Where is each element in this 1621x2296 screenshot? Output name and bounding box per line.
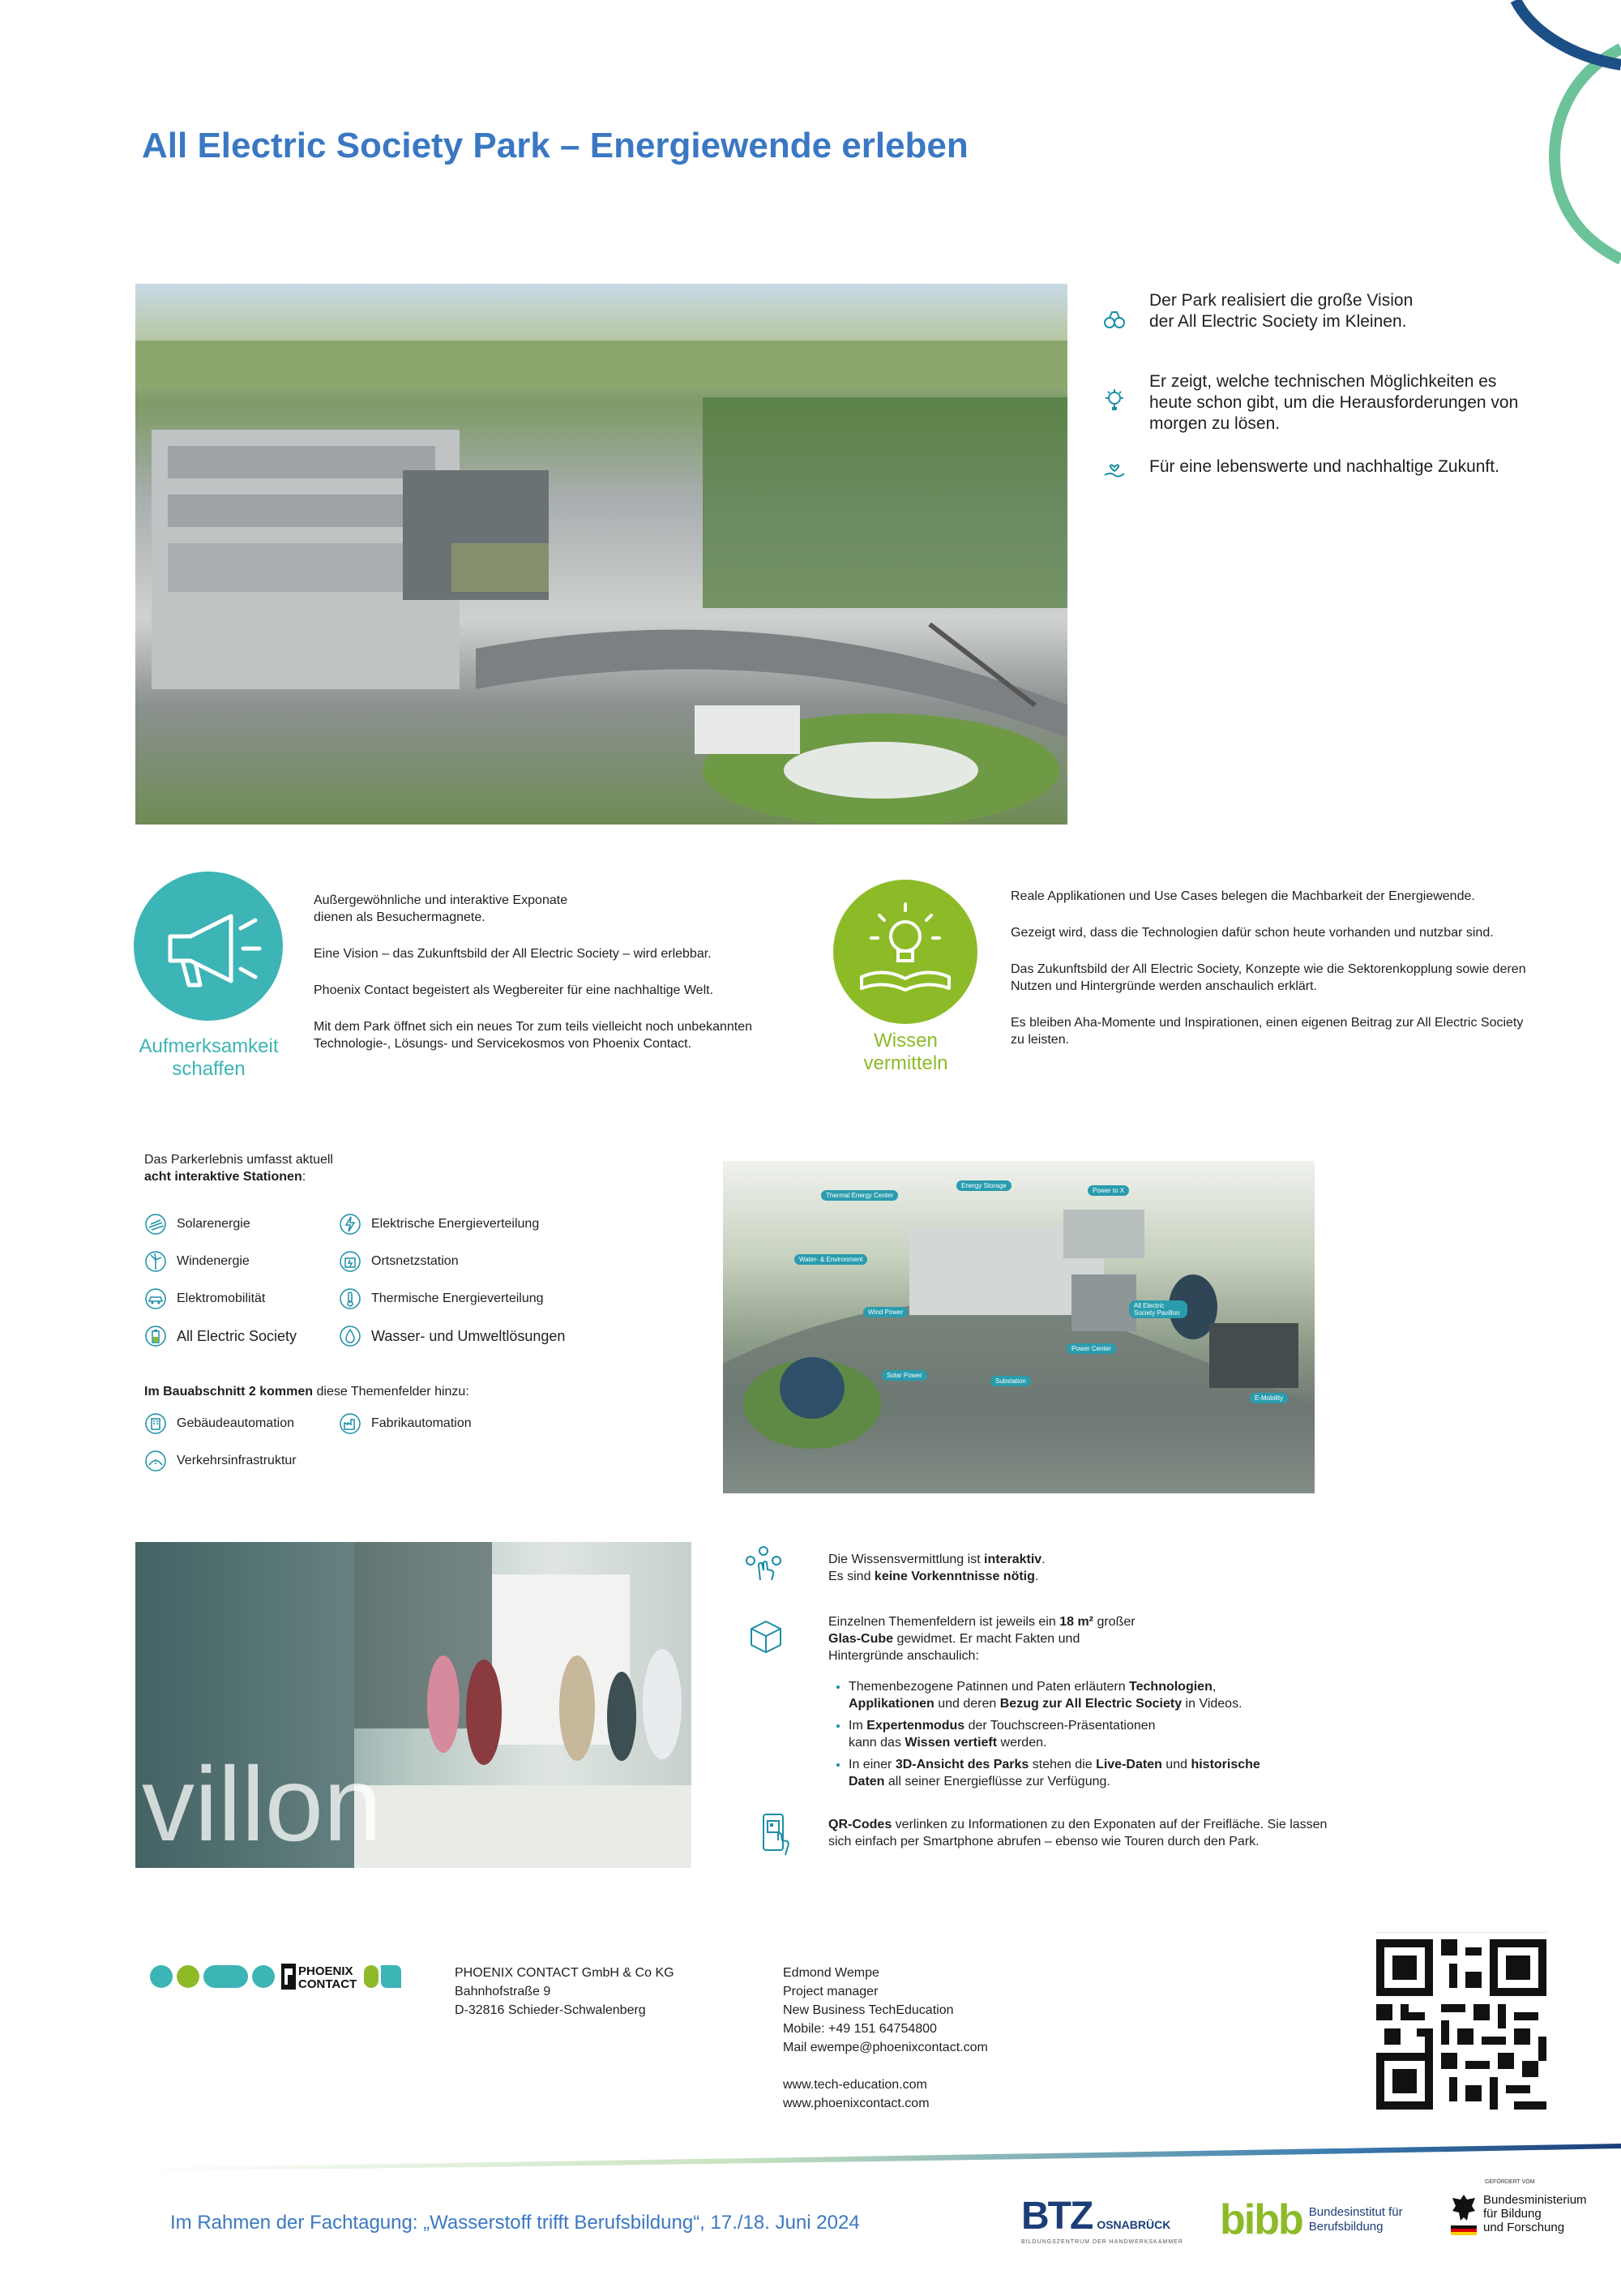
bibb-logo-line: Bundesinstitut für [1308,2205,1403,2219]
phase2-bold: Im Bauabschnitt 2 kommen [144,1385,314,1399]
station-traffic [144,1450,297,1472]
wind-turbine-icon [144,1250,167,1273]
phase2-heading [144,1383,469,1400]
map-label: Solar Power [882,1370,927,1381]
knowledge-label: Wissen vermitteln [863,1030,948,1074]
attention-paragraph: Phoenix Contact begeistert als Wegbereiter für eine nachhaltige Welt. [314,983,714,997]
map-label: Power to X [1088,1185,1129,1196]
attention-text [314,892,816,1072]
stations-intro [144,1151,550,1185]
station-wind [144,1250,250,1273]
contact-line: Mobile: +49 151 64754800 [783,2022,937,2036]
car-icon [144,1287,167,1310]
station-label: Verkehrsinfrastruktur [177,1454,297,1467]
station-solar [144,1213,250,1236]
substation-icon [339,1250,361,1273]
map-label: All Electric Society Pavillon [1129,1300,1187,1318]
page-title: All Electric Society Park – Energiewende erleben [142,126,969,165]
corner-arc-decoration [1483,0,1621,268]
station-label: Windenergie [177,1254,250,1268]
station-thermal [339,1287,544,1310]
knowledge-paragraph: Das Zukunftsbild der All Electric Society, Konzepte wie die Sektorenkopplung sowie deren Nutzen und Hintergründe werden anschaulich erklärt. [1011,962,1526,993]
federal-eagle-icon [1451,2193,1477,2235]
company-line: Bahnhofstraße 9 [455,1985,551,1998]
water-icon [339,1325,361,1347]
aerial-park-photo [135,284,1067,825]
interactive-text-b: interaktiv [984,1553,1042,1566]
knowledge-paragraph: Gezeigt wird, dass die Technologien dafür schon heute vorhanden und nutzbar sind. [1011,926,1494,940]
bmbf-logo-line: für Bildung [1483,2207,1542,2221]
contact-block [783,1964,988,2113]
visitor-photo-glass-text: villon [142,1745,383,1863]
map-label: Power Center [1067,1343,1116,1354]
map-label: E-Mobility [1250,1393,1288,1403]
map-label: Thermal Energy Center [821,1190,898,1201]
station-label: Elektromobilität [177,1292,266,1305]
qr-text [828,1816,1347,1850]
btz-logo-main: BTZ [1021,2195,1093,2238]
knowledge-text [1011,888,1529,1068]
stations-intro-colon: : [302,1170,306,1184]
lightning-icon [339,1213,361,1236]
map-label: Energy Storage [956,1180,1012,1191]
station-factory [339,1412,472,1435]
interactive-text-c: . [1041,1553,1046,1566]
station-label: Fabrikautomation [371,1416,472,1430]
thermal-icon [339,1287,361,1310]
bmbf-logo-line: und Forschung [1483,2221,1565,2234]
cube-text-c: großer [1093,1615,1136,1629]
bmbf-logo-line: Bundesministerium [1483,2193,1587,2207]
hand-heart-icon [1102,456,1127,480]
binoculars-icon [1102,308,1127,332]
interactive-text-a: Es sind [828,1570,875,1583]
svg-text:CONTACT: CONTACT [298,1977,357,1991]
cube-bullet: • In einer 3D-Ansicht des Parks stehen die Live-Daten und historische Daten all seiner Energieflüsse zur Verfügung. [849,1756,1270,1790]
map-label: Wind Power [863,1307,908,1317]
station-label: Gebäudeautomation [177,1416,294,1430]
smartphone-qr-icon [760,1813,791,1857]
footer-divider [138,2140,1621,2173]
contact-line: Project manager [783,1985,879,1998]
btz-logo-city: OSNABRÜCK [1097,2218,1171,2231]
phase2-rest: diese Themenfelder hinzu: [313,1385,469,1399]
station-building [144,1412,294,1435]
interactive-text [828,1551,1396,1585]
factory-icon [339,1412,361,1435]
touch-interactive-icon [744,1544,783,1583]
bibb-logo-line: Berufsbildung [1308,2220,1384,2234]
funded-by-label: GEFÖRDERT VOM [1485,2179,1535,2185]
station-label: Thermische Energieverteilung [371,1292,544,1305]
map-label: Substation [990,1376,1031,1386]
intro-text-1: Der Park realisiert die große Vision der All Electric Society im Kleinen. [1149,291,1414,331]
company-line: D-32816 Schieder-Schwalenberg [455,2003,646,2017]
cube-text-a: Einzelnen Themenfeldern ist jeweils ein [828,1615,1060,1629]
company-address [455,1964,674,2020]
station-label: Solarenergie [177,1217,250,1231]
intro-text-2: Er zeigt, welche technischen Möglichkeiten es heute schon gibt, um die Herausforderungen von morgen zu lösen. [1149,372,1519,433]
knowledge-paragraph: Es bleiben Aha-Momente und Inspirationen, einen eigenen Beitrag zur All Electric Society zu leisten. [1011,1016,1524,1047]
attention-paragraph: Eine Vision – das Zukunftsbild der All Electric Society – wird erlebbar. [314,947,712,961]
interactive-text-b: keine Vorkenntnisse nötig [874,1570,1035,1583]
station-emobility [144,1287,265,1310]
qr-text-rest: verlinken zu Informationen zu den Exponaten auf der Freifläche. Sie lassen sich einfach per Smartphone abrufen – ebenso wie Touren durch den Park. [828,1818,1328,1848]
qr-text-bold: QR-Codes [828,1818,892,1831]
cube-text-d: Glas-Cube [828,1632,894,1646]
intro-text-3: Für eine lebenswerte und nachhaltige Zukunft. [1149,457,1499,476]
cube-bullet: • Im Expertenmodus der Touchscreen-Präsentationen kann das Wissen vertieft werden. [849,1717,1270,1751]
stations-intro-bold: acht interaktive Stationen [144,1170,302,1184]
knowledge-paragraph: Reale Applikationen und Use Cases belegen die Machbarkeit der Energiewende. [1011,889,1475,903]
attention-label: Aufmerksamkeit schaffen [139,1035,279,1080]
attention-paragraph: Mit dem Park öffnet sich ein neues Tor zum teils vielleicht noch unbekannten Technologie-, Lösungs- und Servicekosmos von Phoenix Contact. [314,1020,753,1051]
bibb-logo [1220,2196,1403,2243]
lightbulb-book-circle-icon [833,880,977,1024]
battery-icon [144,1325,167,1347]
interactive-text-a: Die Wissensvermittlung ist [828,1553,985,1566]
stations-intro-line: Das Parkerlebnis umfasst aktuell [144,1153,333,1167]
website-link[interactable]: www.tech-education.com [783,2078,927,2092]
cube-text-b: 18 m² [1059,1615,1093,1629]
bmbf-logo [1451,2193,1587,2235]
interactive-text-c: . [1034,1570,1039,1583]
station-label: Elektrische Energieverteilung [371,1217,540,1231]
station-label: Wasser- und Umweltlösungen [371,1327,566,1344]
contact-line: Edmond Wempe [783,1966,879,1980]
station-electric-distribution [339,1213,539,1236]
traffic-icon [144,1450,167,1472]
cube-text-e: gewidmet. Er macht Fakten und Hintergründe anschaulich: [828,1632,1080,1663]
bibb-logo-text: bibb [1220,2196,1302,2243]
cube-text [828,1613,1153,1664]
btz-logo-sub: BILDUNGSZENTRUM DER HANDWERKSKAMMER [1021,2239,1183,2245]
map-label: Water- & Environment [794,1254,867,1265]
cube-icon [747,1618,785,1656]
contact-email[interactable]: Mail ewempe@phoenixcontact.com [783,2041,988,2054]
cube-bullet-list [831,1678,1270,1795]
gear-bulb-icon [1102,388,1127,412]
station-substation [339,1250,459,1273]
attention-paragraph: Außergewöhnliche und interaktive Exponate dienen als Besuchermagnete. [314,893,568,924]
park-3d-map [723,1161,1315,1493]
company-line: PHOENIX CONTACT GmbH & Co KG [455,1966,674,1980]
qr-code[interactable] [1376,1932,1546,2103]
footer-event-text: Im Rahmen der Fachtagung: „Wasserstoff trifft Berufsbildung“, 17./18. Juni 2024 [170,2212,860,2234]
building-icon [144,1412,167,1435]
station-label: Ortsnetzstation [371,1254,459,1268]
btz-logo [1021,2197,1208,2246]
svg-text:PHOENIX: PHOENIX [298,1964,353,1978]
station-water [339,1325,565,1347]
megaphone-circle-icon [134,872,284,1022]
station-aes [144,1325,297,1347]
website-link[interactable]: www.phoenixcontact.com [783,2097,930,2110]
cube-bullet: • Themenbezogene Patinnen und Paten erläutern Technologien, Applikationen und deren Bezug zur All Electric Society in Videos. [849,1678,1270,1712]
phoenix-contact-logo [150,1962,401,1991]
station-label: All Electric Society [177,1327,297,1344]
solar-icon [144,1213,167,1236]
contact-line: New Business TechEducation [783,2003,954,2017]
